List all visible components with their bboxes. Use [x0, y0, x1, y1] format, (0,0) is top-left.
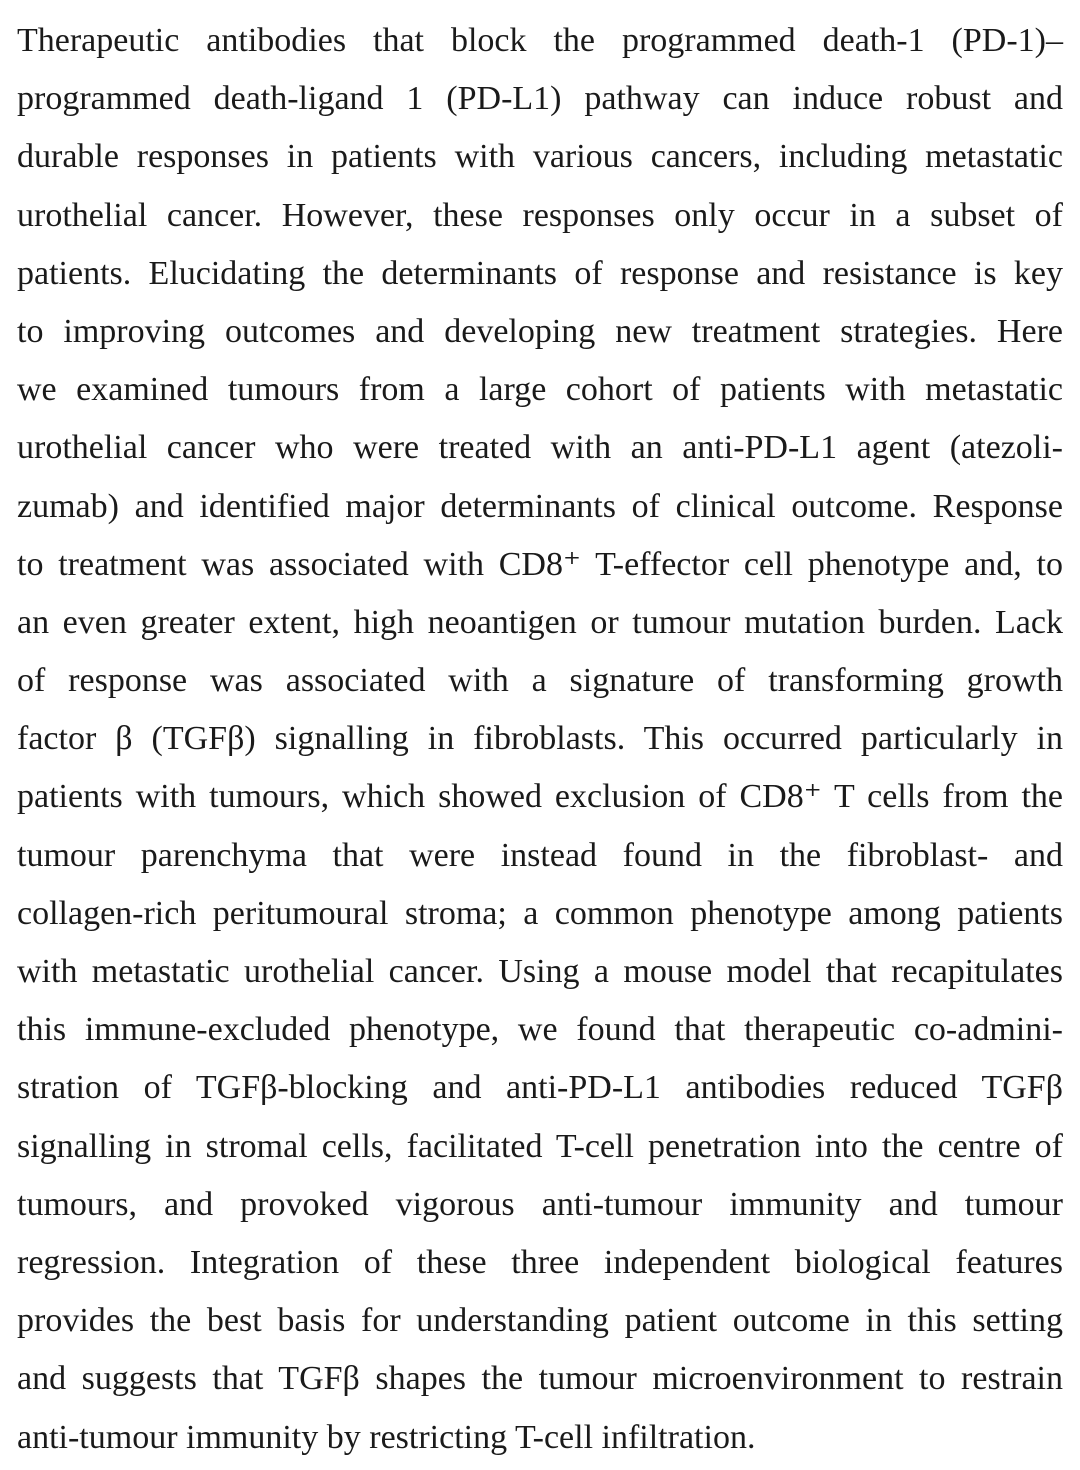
abstract-line: programmed death-ligand 1 (PD-L1) pathway can induce robust and [17, 80, 1063, 118]
abstract-line: and suggests that TGFβ shapes the tumour microenvironment to restrain [17, 1360, 1063, 1398]
abstract-line: with metastatic urothelial cancer. Using a mouse model that recapitulates [17, 953, 1063, 990]
abstract-line: Therapeutic antibodies that block the programmed death-1 (PD-1)– [17, 22, 1063, 59]
abstract-line: collagen-rich peritumoural stroma; a common phenotype among patients [17, 894, 1063, 932]
abstract-line: tumours, and provoked vigorous anti-tumour immunity and tumour [17, 1185, 1063, 1223]
abstract-line-final: anti-tumour immunity by restricting T-cell infiltration. [17, 1418, 756, 1456]
abstract-line: patients with tumours, which showed exclusion of CD8⁺ T cells from the [17, 778, 1063, 816]
abstract-line: to improving outcomes and developing new treatment strategies. Here [17, 312, 1063, 350]
abstract-line: an even greater extent, high neoantigen or tumour mutation burden. Lack [17, 603, 1063, 641]
abstract-line: of response was associated with a signature of transforming growth [17, 662, 1063, 700]
abstract-paragraph [17, 12, 1063, 1467]
abstract-line: tumour parenchyma that were instead found in the fibroblast- and [17, 836, 1063, 874]
abstract-line: stration of TGFβ-blocking and anti-PD-L1 antibodies reduced TGFβ [17, 1069, 1063, 1107]
abstract-line: provides the best basis for understanding patient outcome in this setting [17, 1302, 1063, 1340]
abstract-line: factor β (TGFβ) signalling in fibroblasts. This occurred particularly in [17, 720, 1063, 758]
abstract-line: urothelial cancer. However, these responses only occur in a subset of [17, 196, 1063, 234]
abstract-line: patients. Elucidating the determinants of response and resistance is key [17, 254, 1063, 292]
abstract-line: to treatment was associated with CD8⁺ T-effector cell phenotype and, to [17, 545, 1063, 583]
abstract-line: signalling in stromal cells, facilitated T-cell penetration into the centre of [17, 1127, 1063, 1165]
abstract-line: zumab) and identified major determinants of clinical outcome. Response [17, 487, 1063, 525]
abstract-line: regression. Integration of these three independent biological features [17, 1243, 1063, 1281]
abstract-line: we examined tumours from a large cohort of patients with metastatic [17, 371, 1063, 409]
abstract-line: urothelial cancer who were treated with an anti-PD-L1 agent (atezoli- [17, 429, 1063, 467]
abstract-line: durable responses in patients with various cancers, including metastatic [17, 138, 1063, 176]
abstract-line: this immune-excluded phenotype, we found that therapeutic co-admini- [17, 1011, 1063, 1049]
